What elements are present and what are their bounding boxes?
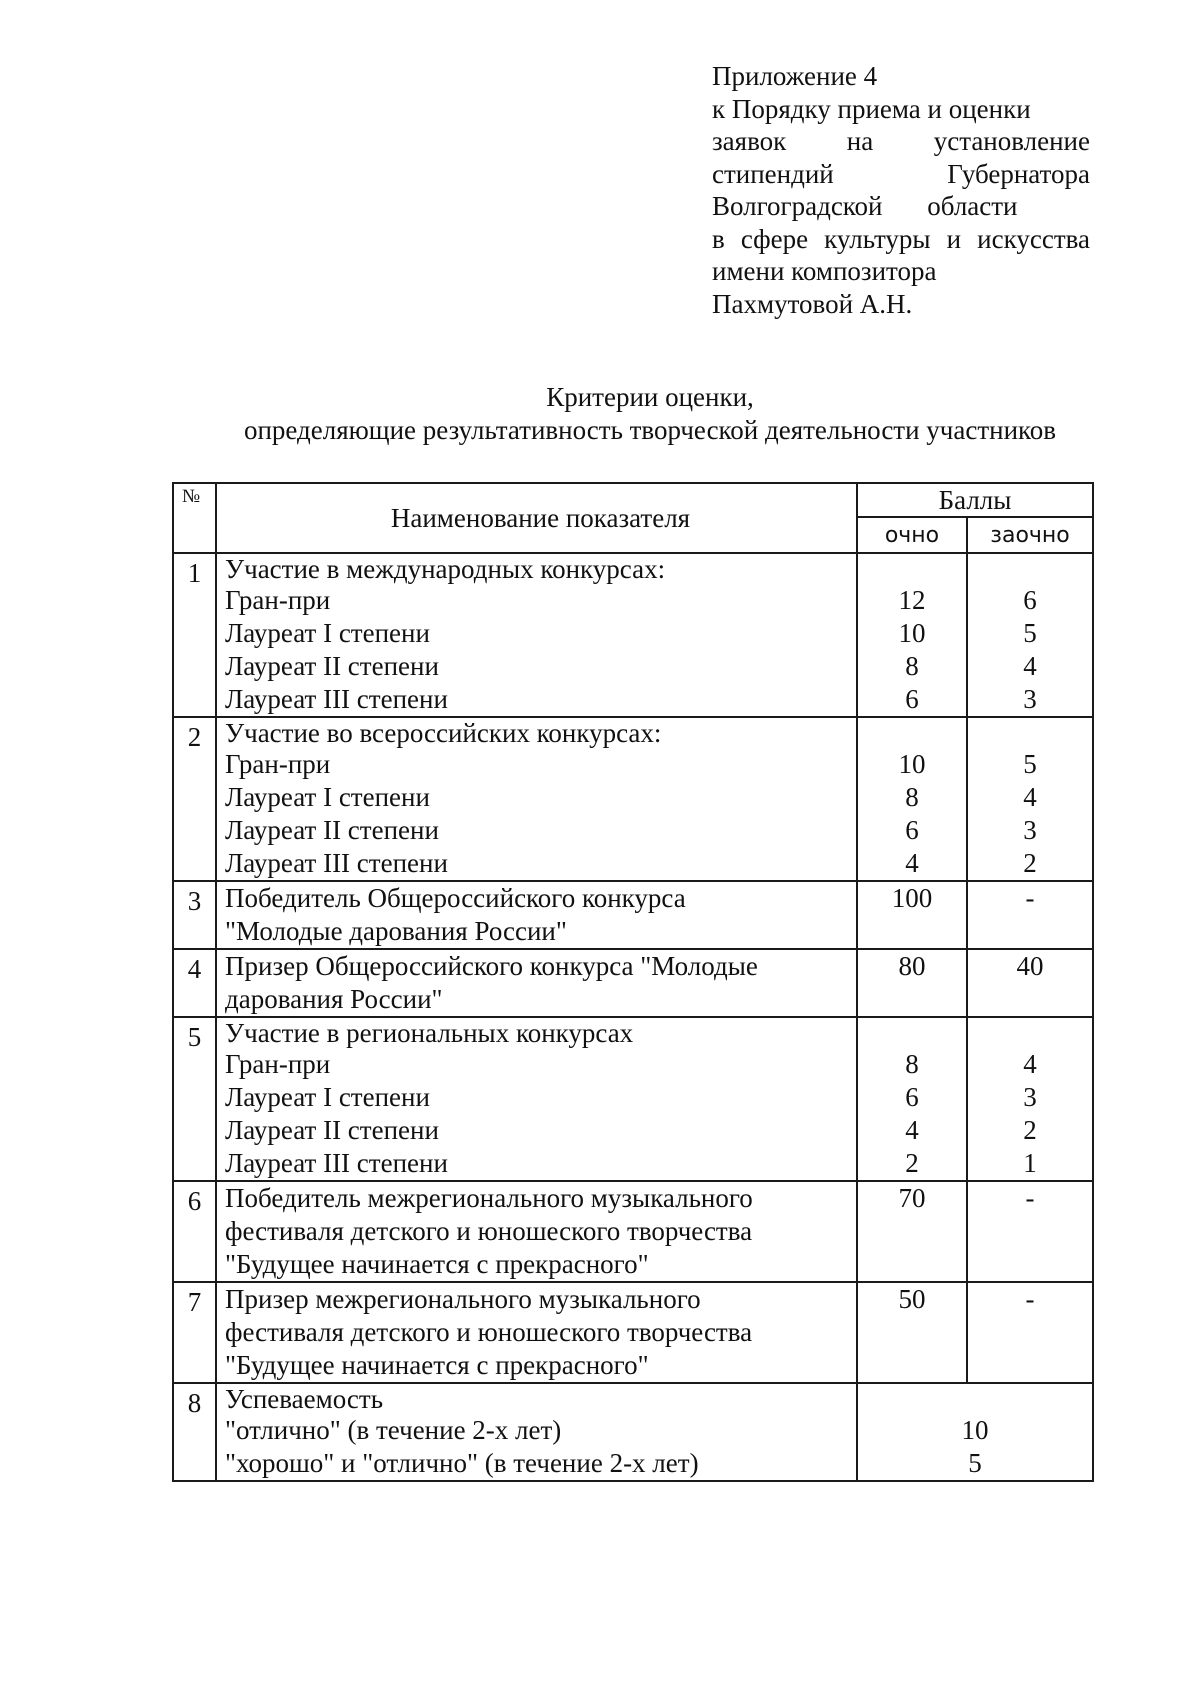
part-value: 2 — [1023, 1115, 1037, 1145]
row-part-values — [967, 553, 1093, 717]
row-name-line: "Будущее начинается с прекрасного" — [225, 1249, 649, 1279]
merged-value: 5 — [968, 1448, 982, 1478]
full-value: 6 — [905, 815, 919, 845]
row-number: 6 — [173, 1181, 216, 1282]
full-value: 50 — [898, 1284, 926, 1314]
row-name-line: дарования России" — [225, 984, 443, 1014]
table-row — [173, 1383, 1093, 1481]
appendix-line: к Порядку приема и оценки — [712, 93, 1031, 124]
row-name — [216, 1282, 857, 1383]
full-value: 100 — [891, 883, 933, 913]
row-full-values — [857, 553, 967, 717]
row-title: Успеваемость — [225, 1384, 384, 1414]
row-item-label: Лауреат II степени — [225, 1115, 439, 1145]
row-name — [216, 1383, 857, 1481]
row-title: Участие во всероссийских конкурсах: — [225, 718, 662, 748]
appendix-line: Пахмутовой А.Н. — [712, 288, 913, 319]
row-number: 5 — [173, 1017, 216, 1181]
table-row — [173, 881, 1093, 949]
title-line-2: определяющие результативность творческой деятельности участников — [243, 415, 1057, 445]
table-row — [173, 1181, 1093, 1282]
header-name: Наименование показателя — [216, 483, 857, 553]
header-full-time: очно — [857, 517, 967, 553]
row-item-label: Лауреат I степени — [225, 1082, 430, 1112]
row-item-label: Лауреат III степени — [225, 684, 448, 714]
row-name — [216, 881, 857, 949]
row-full-values — [857, 1282, 967, 1383]
row-name — [216, 553, 857, 717]
appendix-line: Приложение 4 — [712, 61, 878, 91]
header-part-time: заочно — [967, 517, 1093, 553]
full-value: 2 — [905, 1148, 919, 1178]
part-value: 4 — [1023, 1049, 1037, 1079]
part-value: 4 — [1023, 782, 1037, 812]
row-item-label: Лауреат II степени — [225, 651, 439, 681]
part-value: 5 — [1023, 749, 1037, 779]
row-part-values — [967, 1017, 1093, 1181]
row-item-label: Лауреат I степени — [225, 782, 430, 812]
full-value: 4 — [905, 848, 919, 878]
header-points: Баллы — [857, 483, 1093, 517]
row-item-label: Лауреат I степени — [225, 618, 430, 648]
table-row — [173, 949, 1093, 1017]
full-value: 6 — [905, 684, 919, 714]
part-value: 6 — [1023, 585, 1037, 615]
row-part-values — [967, 1181, 1093, 1282]
row-full-values — [857, 717, 967, 881]
row-title: Участие в региональных конкурсах — [225, 1018, 634, 1048]
appendix-line: Волгоградской области — [712, 191, 1018, 221]
title-line-1: Критерии оценки, — [546, 382, 754, 412]
row-number: 8 — [173, 1383, 216, 1481]
row-item-label: "отлично" (в течение 2-х лет) — [225, 1415, 562, 1445]
row-full-values — [857, 1181, 967, 1282]
row-name-line: Победитель межрегионального музыкального — [225, 1183, 753, 1213]
full-value: 70 — [898, 1183, 926, 1213]
part-value: 1 — [1023, 1148, 1037, 1178]
full-value: 8 — [905, 1049, 919, 1079]
row-title: Участие в международных конкурсах: — [225, 554, 666, 584]
part-value: - — [1025, 883, 1035, 913]
appendix-block — [712, 60, 1090, 320]
row-name — [216, 949, 857, 1017]
row-item-label: Гран-при — [225, 749, 331, 779]
part-value: 3 — [1023, 1082, 1037, 1112]
table-row — [173, 1017, 1093, 1181]
row-number: 3 — [173, 881, 216, 949]
row-number: 2 — [173, 717, 216, 881]
row-name — [216, 1017, 857, 1181]
row-part-values — [967, 949, 1093, 1017]
row-name-line: "Молодые дарования России" — [225, 916, 567, 946]
part-value: 4 — [1023, 651, 1037, 681]
full-value: 80 — [898, 951, 926, 981]
part-value: 3 — [1023, 815, 1037, 845]
table-row — [173, 717, 1093, 881]
row-number: 7 — [173, 1282, 216, 1383]
row-name-line: фестиваля детского и юношеского творчества — [225, 1216, 753, 1246]
criteria-table — [172, 482, 1094, 1482]
appendix-line: заявок на установление — [712, 126, 1090, 156]
document-title — [150, 381, 1150, 447]
part-value: - — [1025, 1183, 1035, 1213]
row-item-label: Лауреат III степени — [225, 1148, 448, 1178]
row-full-values — [857, 881, 967, 949]
appendix-line: имени композитора — [712, 256, 937, 286]
row-item-label: Лауреат III степени — [225, 848, 448, 878]
row-part-values — [967, 881, 1093, 949]
row-part-values — [967, 717, 1093, 881]
row-number: 4 — [173, 949, 216, 1017]
header-num: № — [173, 483, 216, 553]
part-value: - — [1025, 1284, 1035, 1314]
table-header-row — [173, 483, 1093, 517]
row-name-line: "Будущее начинается с прекрасного" — [225, 1350, 649, 1380]
row-name-line: Призер Общероссийского конкурса "Молодые — [225, 951, 758, 981]
table-row — [173, 553, 1093, 717]
table-row — [173, 1282, 1093, 1383]
row-name-line: Победитель Общероссийского конкурса — [225, 883, 686, 913]
part-value: 40 — [1016, 951, 1044, 981]
full-value: 12 — [898, 585, 926, 615]
full-value: 8 — [905, 782, 919, 812]
row-number: 1 — [173, 553, 216, 717]
full-value: 4 — [905, 1115, 919, 1145]
row-full-values — [857, 949, 967, 1017]
row-part-values — [967, 1282, 1093, 1383]
full-value: 10 — [898, 618, 926, 648]
appendix-line: стипендий Губернатора — [712, 158, 1090, 189]
row-name-line: Призер межрегионального музыкального — [225, 1284, 701, 1314]
full-value: 8 — [905, 651, 919, 681]
row-name-line: фестиваля детского и юношеского творчества — [225, 1317, 753, 1347]
appendix-line: в сфере культуры и искусства — [712, 223, 1090, 254]
row-item-label: "хорошо" и "отлично" (в течение 2-х лет) — [225, 1448, 699, 1478]
full-value: 6 — [905, 1082, 919, 1112]
row-full-values — [857, 1017, 967, 1181]
row-item-label: Лауреат II степени — [225, 815, 439, 845]
full-value: 10 — [898, 749, 926, 779]
row-item-label: Гран-при — [225, 1049, 331, 1079]
row-name — [216, 1181, 857, 1282]
row-item-label: Гран-при — [225, 585, 331, 615]
merged-value: 10 — [961, 1415, 989, 1445]
part-value: 2 — [1023, 848, 1037, 878]
part-value: 5 — [1023, 618, 1037, 648]
row-name — [216, 717, 857, 881]
row-merged-values — [857, 1383, 1093, 1481]
part-value: 3 — [1023, 684, 1037, 714]
